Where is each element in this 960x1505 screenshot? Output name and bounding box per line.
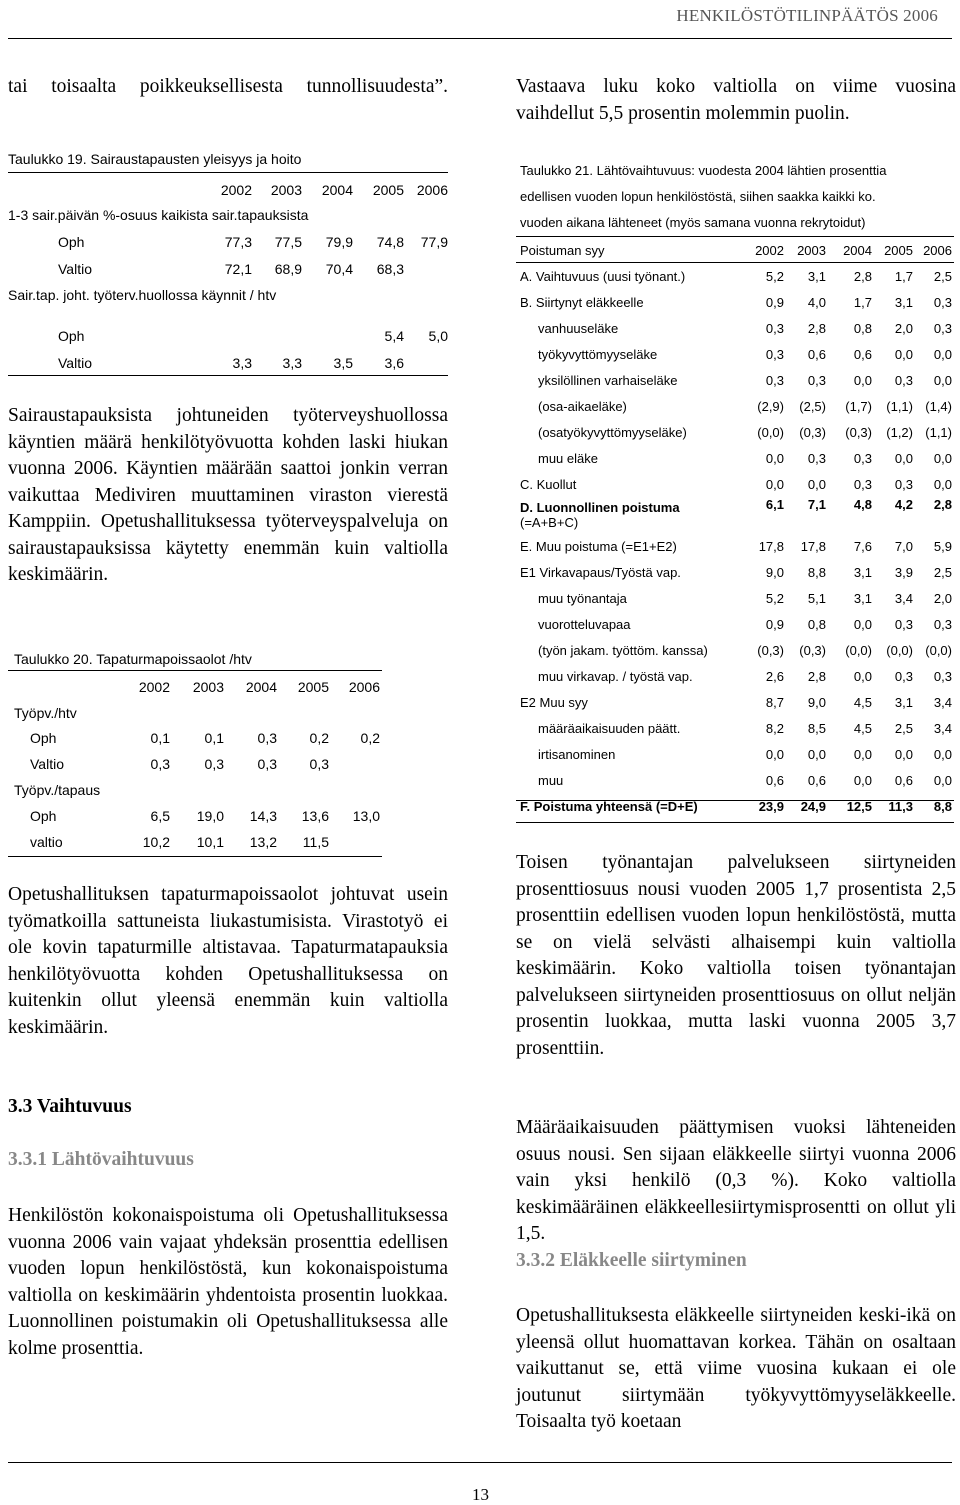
row-label — [520, 559, 740, 585]
cell: 0,9 — [765, 294, 784, 310]
cell: (0,3) — [845, 424, 872, 440]
row-label-text: irtisanominen — [538, 746, 616, 762]
cell: 4,8 — [853, 497, 872, 512]
cell: 11,5 — [302, 834, 329, 850]
table19-section-label: Sair.tap. joht. työterv.huollossa käynnit / htv — [8, 287, 277, 303]
table-row — [520, 585, 952, 611]
table-row — [14, 803, 380, 829]
cell: 0,0 — [853, 616, 872, 632]
cell: 3,1 — [894, 294, 913, 310]
row-label-text: A. Vaihtuvuus (uusi työnant.) — [520, 268, 686, 284]
row-label-text: muu virkavap. / työstä vap. — [538, 668, 693, 684]
cell: 77,9 — [420, 233, 448, 250]
cell: 0,3 — [933, 320, 952, 336]
table20-year: 2005 — [297, 679, 329, 695]
table20-title: Taulukko 20. Tapaturmapoissaolot /htv — [14, 651, 252, 667]
row-label — [520, 367, 740, 393]
row-label — [520, 585, 740, 611]
cell — [404, 349, 448, 376]
cell: 0,0 — [933, 476, 952, 492]
table20-section-label: Työpv./htv — [14, 704, 77, 721]
table-row — [520, 637, 952, 663]
left-paragraph-intro: tai toisaalta poikkeuksellisesta tunnollisuudesta”. — [8, 76, 448, 97]
cell — [329, 751, 380, 777]
cell: (0,0) — [925, 642, 952, 658]
running-head: HENKILÖSTÖTILINPÄÄTÖS 2006 — [676, 6, 938, 25]
table21-year: 2006 — [923, 242, 952, 258]
cell: 3,9 — [894, 564, 913, 580]
subsection-heading-3-3-2: 3.3.2 Eläkkeelle siirtyminen — [516, 1250, 747, 1271]
row-label-text: muu — [538, 772, 564, 788]
table21-head-label: Poistuman syy — [520, 242, 605, 258]
cell: 3,1 — [807, 268, 826, 284]
table21-rule-bottom — [516, 822, 954, 823]
row-label — [520, 497, 740, 533]
cell: 0,0 — [933, 450, 952, 466]
cell: (0,3) — [799, 642, 826, 658]
cell: 0,0 — [807, 476, 826, 492]
table19-year: 2002 — [220, 182, 252, 198]
row-label — [520, 341, 740, 367]
cell: 2,8 — [933, 497, 952, 512]
cell: (2,9) — [757, 398, 784, 414]
row-label — [520, 689, 740, 715]
table-row — [520, 533, 952, 559]
cell: 7,1 — [807, 497, 826, 512]
cell: 0,3 — [894, 668, 913, 684]
cell: (1,2) — [886, 424, 913, 440]
table-row — [14, 751, 380, 777]
table-row — [14, 725, 380, 751]
cell: 3,4 — [933, 720, 952, 736]
row-label-text: (osa-aikaeläke) — [538, 398, 627, 414]
cell: 77,3 — [224, 233, 252, 250]
cell: 0,3 — [894, 372, 913, 388]
row-label-text: muu eläke — [538, 450, 598, 466]
cell: 0,3 — [853, 476, 872, 492]
cell: 3,6 — [384, 354, 404, 371]
row-label — [520, 263, 740, 289]
cell: 1,7 — [853, 294, 872, 310]
row-label — [520, 289, 740, 315]
table20-year: 2006 — [348, 679, 380, 695]
row-label — [520, 533, 740, 559]
cell: 3,4 — [933, 694, 952, 710]
cell: 8,2 — [765, 720, 784, 736]
cell: 0,0 — [933, 372, 952, 388]
row-label-text: vanhuuseläke — [538, 320, 619, 336]
cell: (0,3) — [799, 424, 826, 440]
table19-year: 2004 — [321, 182, 353, 198]
row-label-text: työkyvyttömyyseläke — [538, 346, 658, 362]
right-paragraph-2: Määräaikaisuuden päättymisen vuoksi lähteneiden osuus nousi. Sen sijaan eläkkeelle siirtyi vuonna 2006 vain yksi henkilö (0,3 %). Koko valtiolla keskimääräinen eläkkeellesiirtymisprosentti on ollut yli 1,5. — [516, 1117, 956, 1244]
table21-title-line1: Taulukko 21. Lähtövaihtuvuus: vuodesta 2004 lähtien prosenttia — [520, 163, 887, 178]
cell: 0,6 — [894, 772, 913, 788]
cell: 17,8 — [800, 538, 826, 554]
left-paragraph-1: Sairaustapauksista johtuneiden työterveyshuollossa käyntien määrä henkilötyövuotta kohden laski hiukan vuonna 2006. Käyntien määrään saattoi jonkin verran vaikuttaa Mediviren muuttaminen viraston vierestä Kamppiin. Opetushallituksessa työterveyspalveluja on sairaustapauksissa käytetty enemmän kuin valtiolla keskimäärin. — [8, 405, 448, 585]
table-row — [520, 497, 952, 533]
cell: 0,9 — [765, 616, 784, 632]
row-label-text: määräaikaisuuden päätt. — [538, 720, 681, 736]
cell: 0,3 — [309, 756, 329, 772]
cell: 3,5 — [333, 354, 353, 371]
cell — [302, 322, 353, 349]
table21 — [520, 237, 952, 819]
cell: 0,0 — [894, 450, 913, 466]
cell: 0,0 — [807, 746, 826, 762]
table19-rule-top — [8, 172, 448, 173]
table-row — [520, 393, 952, 419]
cell: 3,1 — [894, 694, 913, 710]
cell: 0,3 — [807, 450, 826, 466]
cell: 5,0 — [428, 327, 448, 344]
cell: 2,8 — [853, 268, 872, 284]
cell: 0,0 — [933, 772, 952, 788]
row-label: Oph — [30, 808, 57, 824]
table19 — [8, 178, 448, 376]
table21-rule-head — [516, 262, 954, 263]
cell: 2,0 — [894, 320, 913, 336]
row-label — [520, 419, 740, 445]
row-label — [520, 741, 740, 767]
row-label-text: D. Luonnollinen poistuma — [520, 500, 680, 515]
header-rule — [8, 38, 952, 39]
table19-section-label: 1-3 sair.päivän %-osuus kaikista sair.tapauksista — [8, 207, 309, 223]
table21-title-line3: vuoden aikana lähteneet (myös samana vuonna rekrytoidut) — [520, 215, 866, 230]
cell: 0,3 — [807, 372, 826, 388]
row-label-text: C. Kuollut — [520, 476, 577, 492]
cell: 10,1 — [196, 834, 224, 850]
cell: 79,9 — [325, 233, 353, 250]
table-row — [520, 315, 952, 341]
cell: 0,3 — [765, 320, 784, 336]
table20-corner — [14, 674, 112, 700]
table21-year: 2005 — [884, 242, 913, 258]
cell: 0,0 — [853, 746, 872, 762]
row-label — [520, 315, 740, 341]
table-row — [520, 767, 952, 793]
cell: 2,6 — [765, 668, 784, 684]
table20-year: 2003 — [192, 679, 224, 695]
cell: 7,0 — [894, 538, 913, 554]
row-label — [520, 393, 740, 419]
cell: 0,3 — [933, 668, 952, 684]
cell: 3,4 — [894, 590, 913, 606]
cell: 0,0 — [853, 372, 872, 388]
table20-rule-top — [8, 670, 382, 671]
cell: (0,3) — [757, 642, 784, 658]
cell: 17,8 — [758, 538, 784, 554]
table-row — [520, 793, 952, 819]
cell: 8,8 — [807, 564, 826, 580]
cell: 0,6 — [765, 772, 784, 788]
row-label: Oph — [58, 233, 85, 250]
cell: 8,8 — [933, 798, 952, 814]
row-label-subtext: (=A+B+C) — [520, 515, 579, 530]
cell: 77,5 — [274, 233, 302, 250]
row-label — [520, 767, 740, 793]
cell — [404, 255, 448, 282]
cell: 2,5 — [894, 720, 913, 736]
cell: (0,0) — [845, 642, 872, 658]
row-label-text: vuorotteluvapaa — [538, 616, 631, 632]
table-row — [520, 611, 952, 637]
table19-year: 2006 — [416, 182, 448, 198]
cell: 0,6 — [807, 772, 826, 788]
cell: 24,9 — [800, 798, 826, 814]
cell: 0,1 — [204, 730, 224, 746]
cell: 0,2 — [309, 730, 329, 746]
table19-title: Taulukko 19. Sairaustapausten yleisyys ja hoito — [8, 151, 302, 167]
cell: (1,1) — [886, 398, 913, 414]
table20-year: 2002 — [138, 679, 170, 695]
row-label — [520, 637, 740, 663]
row-label: valtio — [30, 834, 63, 850]
row-label — [520, 715, 740, 741]
cell: 8,7 — [765, 694, 784, 710]
cell: 6,1 — [765, 497, 784, 512]
cell: 72,1 — [224, 260, 252, 277]
cell: 0,0 — [765, 746, 784, 762]
cell: 3,1 — [853, 590, 872, 606]
cell: 0,3 — [765, 372, 784, 388]
cell: 2,5 — [933, 268, 952, 284]
cell — [329, 829, 380, 855]
row-label: Valtio — [30, 756, 64, 772]
cell: 6,5 — [150, 808, 170, 824]
cell: 11,3 — [888, 798, 913, 814]
table-row — [520, 471, 952, 497]
table20-section-label: Työpv./tapaus — [14, 782, 101, 798]
cell: 0,3 — [150, 756, 170, 772]
cell: 13,2 — [249, 834, 277, 850]
cell: 0,3 — [894, 476, 913, 492]
cell: 74,8 — [376, 233, 404, 250]
cell: 10,2 — [142, 834, 170, 850]
cell: 13,6 — [301, 808, 329, 824]
table-row — [520, 419, 952, 445]
cell: 0,3 — [894, 616, 913, 632]
table-row — [520, 367, 952, 393]
cell: 8,5 — [807, 720, 826, 736]
cell: 12,5 — [846, 798, 872, 814]
cell: 7,6 — [853, 538, 872, 554]
table19-corner — [8, 178, 204, 202]
cell: 19,0 — [196, 808, 224, 824]
cell: (1,1) — [925, 424, 952, 440]
cell: 2,0 — [933, 590, 952, 606]
row-label-text: E2 Muu syy — [520, 694, 588, 710]
cell: 5,1 — [807, 590, 826, 606]
table21-rule-bottom-above — [516, 800, 954, 801]
cell: 5,2 — [765, 268, 784, 284]
cell: 3,1 — [853, 564, 872, 580]
cell: 0,3 — [933, 616, 952, 632]
cell: (0,0) — [886, 642, 913, 658]
subsection-heading-3-3-1: 3.3.1 Lähtövaihtuvuus — [8, 1149, 194, 1170]
cell: (1,4) — [925, 398, 952, 414]
row-label — [520, 663, 740, 689]
cell: 0,0 — [894, 346, 913, 362]
cell: 13,0 — [352, 808, 380, 824]
table19-rule-bottom — [8, 375, 448, 376]
right-paragraph-intro: Vastaava luku koko valtiolla on viime vuosina vaihdellut 5,5 prosentin molemmin puolin. — [516, 76, 956, 124]
cell: 1,7 — [894, 268, 913, 284]
row-label-text: B. Siirtynyt eläkkeelle — [520, 294, 644, 310]
table21-year: 2003 — [797, 242, 826, 258]
cell — [252, 322, 302, 349]
left-paragraph-3: Henkilöstön kokonaispoistuma oli Opetushallituksessa vuonna 2006 vain vajaat yhdeksän prosenttia edellisen vuoden lopun henkilöstöstä, kun kokonaispoistuma valtiolla on keskimäärin yhdentoista prosentin luokkaa. Luonnollinen poistumakin oli Opetushallituksessa alle kolme prosenttia. — [8, 1205, 448, 1359]
cell: 5,4 — [384, 327, 404, 344]
cell: 0,8 — [807, 616, 826, 632]
cell: 9,0 — [807, 694, 826, 710]
table19-year: 2005 — [372, 182, 404, 198]
cell: 3,3 — [282, 354, 302, 371]
cell: 4,5 — [853, 720, 872, 736]
table21-year: 2002 — [755, 242, 784, 258]
row-label: Oph — [30, 730, 57, 746]
cell: 0,3 — [257, 730, 277, 746]
cell: 0,0 — [765, 476, 784, 492]
cell: (0,0) — [757, 424, 784, 440]
table-row — [8, 322, 448, 349]
cell: 0,3 — [765, 346, 784, 362]
row-label: Valtio — [58, 354, 92, 371]
cell: 0,0 — [853, 668, 872, 684]
cell: 2,8 — [807, 668, 826, 684]
cell: 0,6 — [853, 346, 872, 362]
row-label — [520, 611, 740, 637]
row-label — [520, 471, 740, 497]
row-label: Valtio — [58, 260, 92, 277]
cell: 4,5 — [853, 694, 872, 710]
cell: 0,6 — [807, 346, 826, 362]
row-label — [520, 793, 740, 819]
table-row — [520, 341, 952, 367]
cell: 4,0 — [807, 294, 826, 310]
row-label-text: (työn jakam. työttöm. kanssa) — [538, 642, 708, 658]
table-row — [520, 715, 952, 741]
cell: 68,3 — [376, 260, 404, 277]
table-row — [520, 445, 952, 471]
table-row — [520, 663, 952, 689]
cell: (1,7) — [845, 398, 872, 414]
row-label-text: E1 Virkavapaus/Työstä vap. — [520, 564, 681, 580]
cell: 0,0 — [933, 746, 952, 762]
cell: 0,3 — [257, 756, 277, 772]
table19-year: 2003 — [270, 182, 302, 198]
cell: (2,5) — [799, 398, 826, 414]
footer-rule — [8, 1462, 952, 1463]
cell: 0,2 — [360, 730, 380, 746]
cell: 0,3 — [853, 450, 872, 466]
page-number: 13 — [472, 1485, 489, 1504]
table20-rule-bottom — [8, 856, 382, 857]
cell: 0,0 — [765, 450, 784, 466]
cell: 0,0 — [894, 746, 913, 762]
cell: 9,0 — [765, 564, 784, 580]
row-label: Oph — [58, 327, 85, 344]
row-label-text: E. Muu poistuma (=E1+E2) — [520, 538, 677, 554]
cell: 0,8 — [853, 320, 872, 336]
row-label-text: F. Poistuma yhteensä (=D+E) — [520, 798, 698, 814]
cell: 0,0 — [933, 346, 952, 362]
cell: 23,9 — [758, 798, 784, 814]
cell: 0,0 — [853, 772, 872, 788]
row-label-text: muu työnantaja — [538, 590, 627, 606]
right-paragraph-1: Toisen työnantajan palvelukseen siirtyneiden prosenttiosuus nousi vuoden 2005 1,7 prosentista 2,5 prosenttiin edellisen vuoden lopun henkilöstöstä, mutta se on vielä selvästi alhaisempi kuin valtiolla keskimäärin. Koko valtiolla toisen työnantajan palvelukseen siirtyneiden prosenttiosuus on ollut neljän prosentin luokkaa, mutta laski vuonna 2005 3,7 prosenttiin. — [516, 852, 956, 1059]
table-row — [8, 228, 448, 255]
cell — [204, 322, 252, 349]
table-row — [520, 689, 952, 715]
cell: 3,3 — [232, 354, 252, 371]
cell: 68,9 — [274, 260, 302, 277]
table21-title-line2: edellisen vuoden lopun henkilöstöstä, siihen saakka kaikki ko. — [520, 189, 876, 204]
table-row — [520, 741, 952, 767]
table-row — [520, 559, 952, 585]
table-row — [14, 829, 380, 855]
cell: 2,5 — [933, 564, 952, 580]
cell: 70,4 — [325, 260, 353, 277]
cell: 0,3 — [933, 294, 952, 310]
table-row — [520, 289, 952, 315]
right-paragraph-3: Opetushallituksesta eläkkeelle siirtyneiden keski-ikä on yleensä ollut huomattavan korkea. Tähän on osaltaan vaikuttanut se, että viime vuosina kukaan ei ole joutunut siirtymään työkyvyttömyyseläkkeelle. Toisaalta työ koetaan — [516, 1305, 956, 1432]
section-heading-3-3: 3.3 Vaihtuvuus — [8, 1096, 132, 1117]
row-label — [520, 445, 740, 471]
cell: 5,2 — [765, 590, 784, 606]
table-row — [8, 349, 448, 376]
table21-year: 2004 — [843, 242, 872, 258]
table-row — [8, 255, 448, 282]
cell: 0,3 — [204, 756, 224, 772]
cell: 14,3 — [249, 808, 277, 824]
cell: 4,2 — [894, 497, 913, 512]
cell: 0,1 — [150, 730, 170, 746]
row-label-text: yksilöllinen varhaiseläke — [538, 372, 678, 388]
cell: 2,8 — [807, 320, 826, 336]
table-row — [520, 263, 952, 289]
cell: 5,9 — [933, 538, 952, 554]
table20-year: 2004 — [245, 679, 277, 695]
left-paragraph-2: Opetushallituksen tapaturmapoissaolot johtuvat usein työmatkoilla sattuneista liukastumisista. Virastotyö ei ole kovin tapaturmille altistavaa. Tapaturmatapauksia henkilötyövuotta kohden Opetushallituksessa on kuitenkin ollut yleensä enemmän kuin valtiolla keskimäärin. — [8, 884, 448, 1038]
table20 — [14, 674, 380, 855]
row-label-text: (osatyökyvyttömyyseläke) — [538, 424, 687, 440]
